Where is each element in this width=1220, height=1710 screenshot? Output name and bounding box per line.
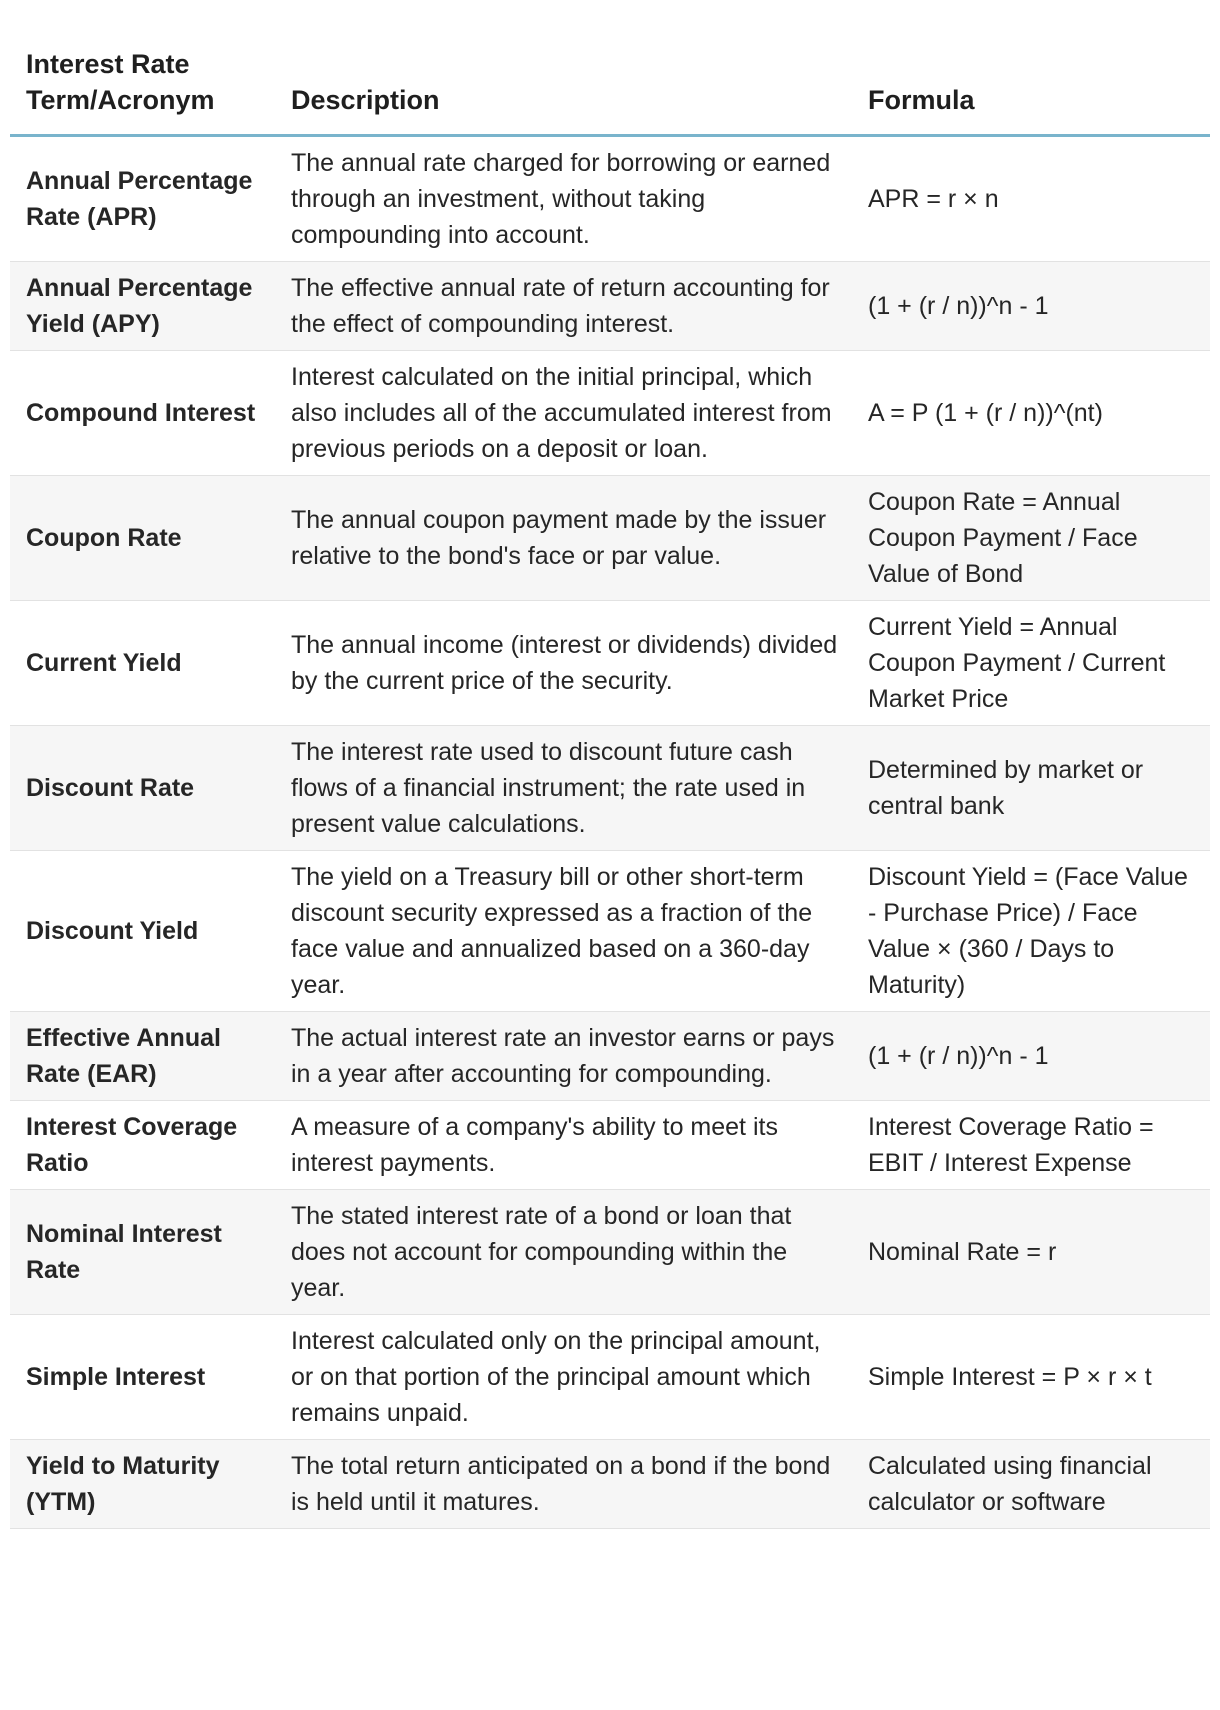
- term-cell: Current Yield: [10, 601, 275, 726]
- description-cell: The actual interest rate an investor earns or pays in a year after accounting for compounding.: [275, 1012, 852, 1101]
- formula-cell: APR = r × n: [852, 136, 1210, 262]
- formula-cell: Simple Interest = P × r × t: [852, 1315, 1210, 1440]
- formula-cell: Nominal Rate = r: [852, 1190, 1210, 1315]
- term-cell: Annual Percentage Rate (APR): [10, 136, 275, 262]
- term-cell: Yield to Maturity (YTM): [10, 1440, 275, 1529]
- formula-cell: (1 + (r / n))^n - 1: [852, 262, 1210, 351]
- term-cell: Annual Percentage Yield (APY): [10, 262, 275, 351]
- header-term: Interest Rate Term/Acronym: [10, 40, 275, 136]
- formula-cell: Current Yield = Annual Coupon Payment / Current Market Price: [852, 601, 1210, 726]
- table-row: [10, 1315, 1210, 1440]
- table-row: [10, 1012, 1210, 1101]
- formula-cell: Calculated using financial calculator or software: [852, 1440, 1210, 1529]
- description-cell: The annual coupon payment made by the issuer relative to the bond's face or par value.: [275, 476, 852, 601]
- header-row: [10, 40, 1210, 136]
- description-cell: The yield on a Treasury bill or other short-term discount security expressed as a fraction of the face value and annualized based on a 360-day year.: [275, 851, 852, 1012]
- formula-cell: (1 + (r / n))^n - 1: [852, 1012, 1210, 1101]
- table-row: [10, 601, 1210, 726]
- table-row: [10, 851, 1210, 1012]
- description-cell: Interest calculated only on the principal amount, or on that portion of the principal amount which remains unpaid.: [275, 1315, 852, 1440]
- description-cell: A measure of a company's ability to meet its interest payments.: [275, 1101, 852, 1190]
- description-cell: The annual income (interest or dividends) divided by the current price of the security.: [275, 601, 852, 726]
- formula-cell: A = P (1 + (r / n))^(nt): [852, 351, 1210, 476]
- interest-rate-table: [10, 40, 1210, 1529]
- term-cell: Discount Yield: [10, 851, 275, 1012]
- table-row: [10, 1190, 1210, 1315]
- formula-cell: Discount Yield = (Face Value - Purchase Price) / Face Value × (360 / Days to Maturity): [852, 851, 1210, 1012]
- description-cell: Interest calculated on the initial principal, which also includes all of the accumulated interest from previous periods on a deposit or loan.: [275, 351, 852, 476]
- formula-cell: Interest Coverage Ratio = EBIT / Interest Expense: [852, 1101, 1210, 1190]
- table-header: [10, 40, 1210, 136]
- term-cell: Effective Annual Rate (EAR): [10, 1012, 275, 1101]
- table-row: [10, 726, 1210, 851]
- description-cell: The interest rate used to discount future cash flows of a financial instrument; the rate used in present value calculations.: [275, 726, 852, 851]
- table-row: [10, 351, 1210, 476]
- description-cell: The stated interest rate of a bond or loan that does not account for compounding within the year.: [275, 1190, 852, 1315]
- term-cell: Interest Coverage Ratio: [10, 1101, 275, 1190]
- description-cell: The total return anticipated on a bond if the bond is held until it matures.: [275, 1440, 852, 1529]
- table-row: [10, 262, 1210, 351]
- term-cell: Discount Rate: [10, 726, 275, 851]
- table-body: [10, 136, 1210, 1529]
- term-cell: Compound Interest: [10, 351, 275, 476]
- term-cell: Simple Interest: [10, 1315, 275, 1440]
- table-row: [10, 1440, 1210, 1529]
- formula-cell: Determined by market or central bank: [852, 726, 1210, 851]
- description-cell: The effective annual rate of return accounting for the effect of compounding interest.: [275, 262, 852, 351]
- table-row: [10, 1101, 1210, 1190]
- term-cell: Coupon Rate: [10, 476, 275, 601]
- formula-cell: Coupon Rate = Annual Coupon Payment / Face Value of Bond: [852, 476, 1210, 601]
- header-description: Description: [275, 40, 852, 136]
- header-formula: Formula: [852, 40, 1210, 136]
- description-cell: The annual rate charged for borrowing or earned through an investment, without taking compounding into account.: [275, 136, 852, 262]
- table-row: [10, 136, 1210, 262]
- table-row: [10, 476, 1210, 601]
- term-cell: Nominal Interest Rate: [10, 1190, 275, 1315]
